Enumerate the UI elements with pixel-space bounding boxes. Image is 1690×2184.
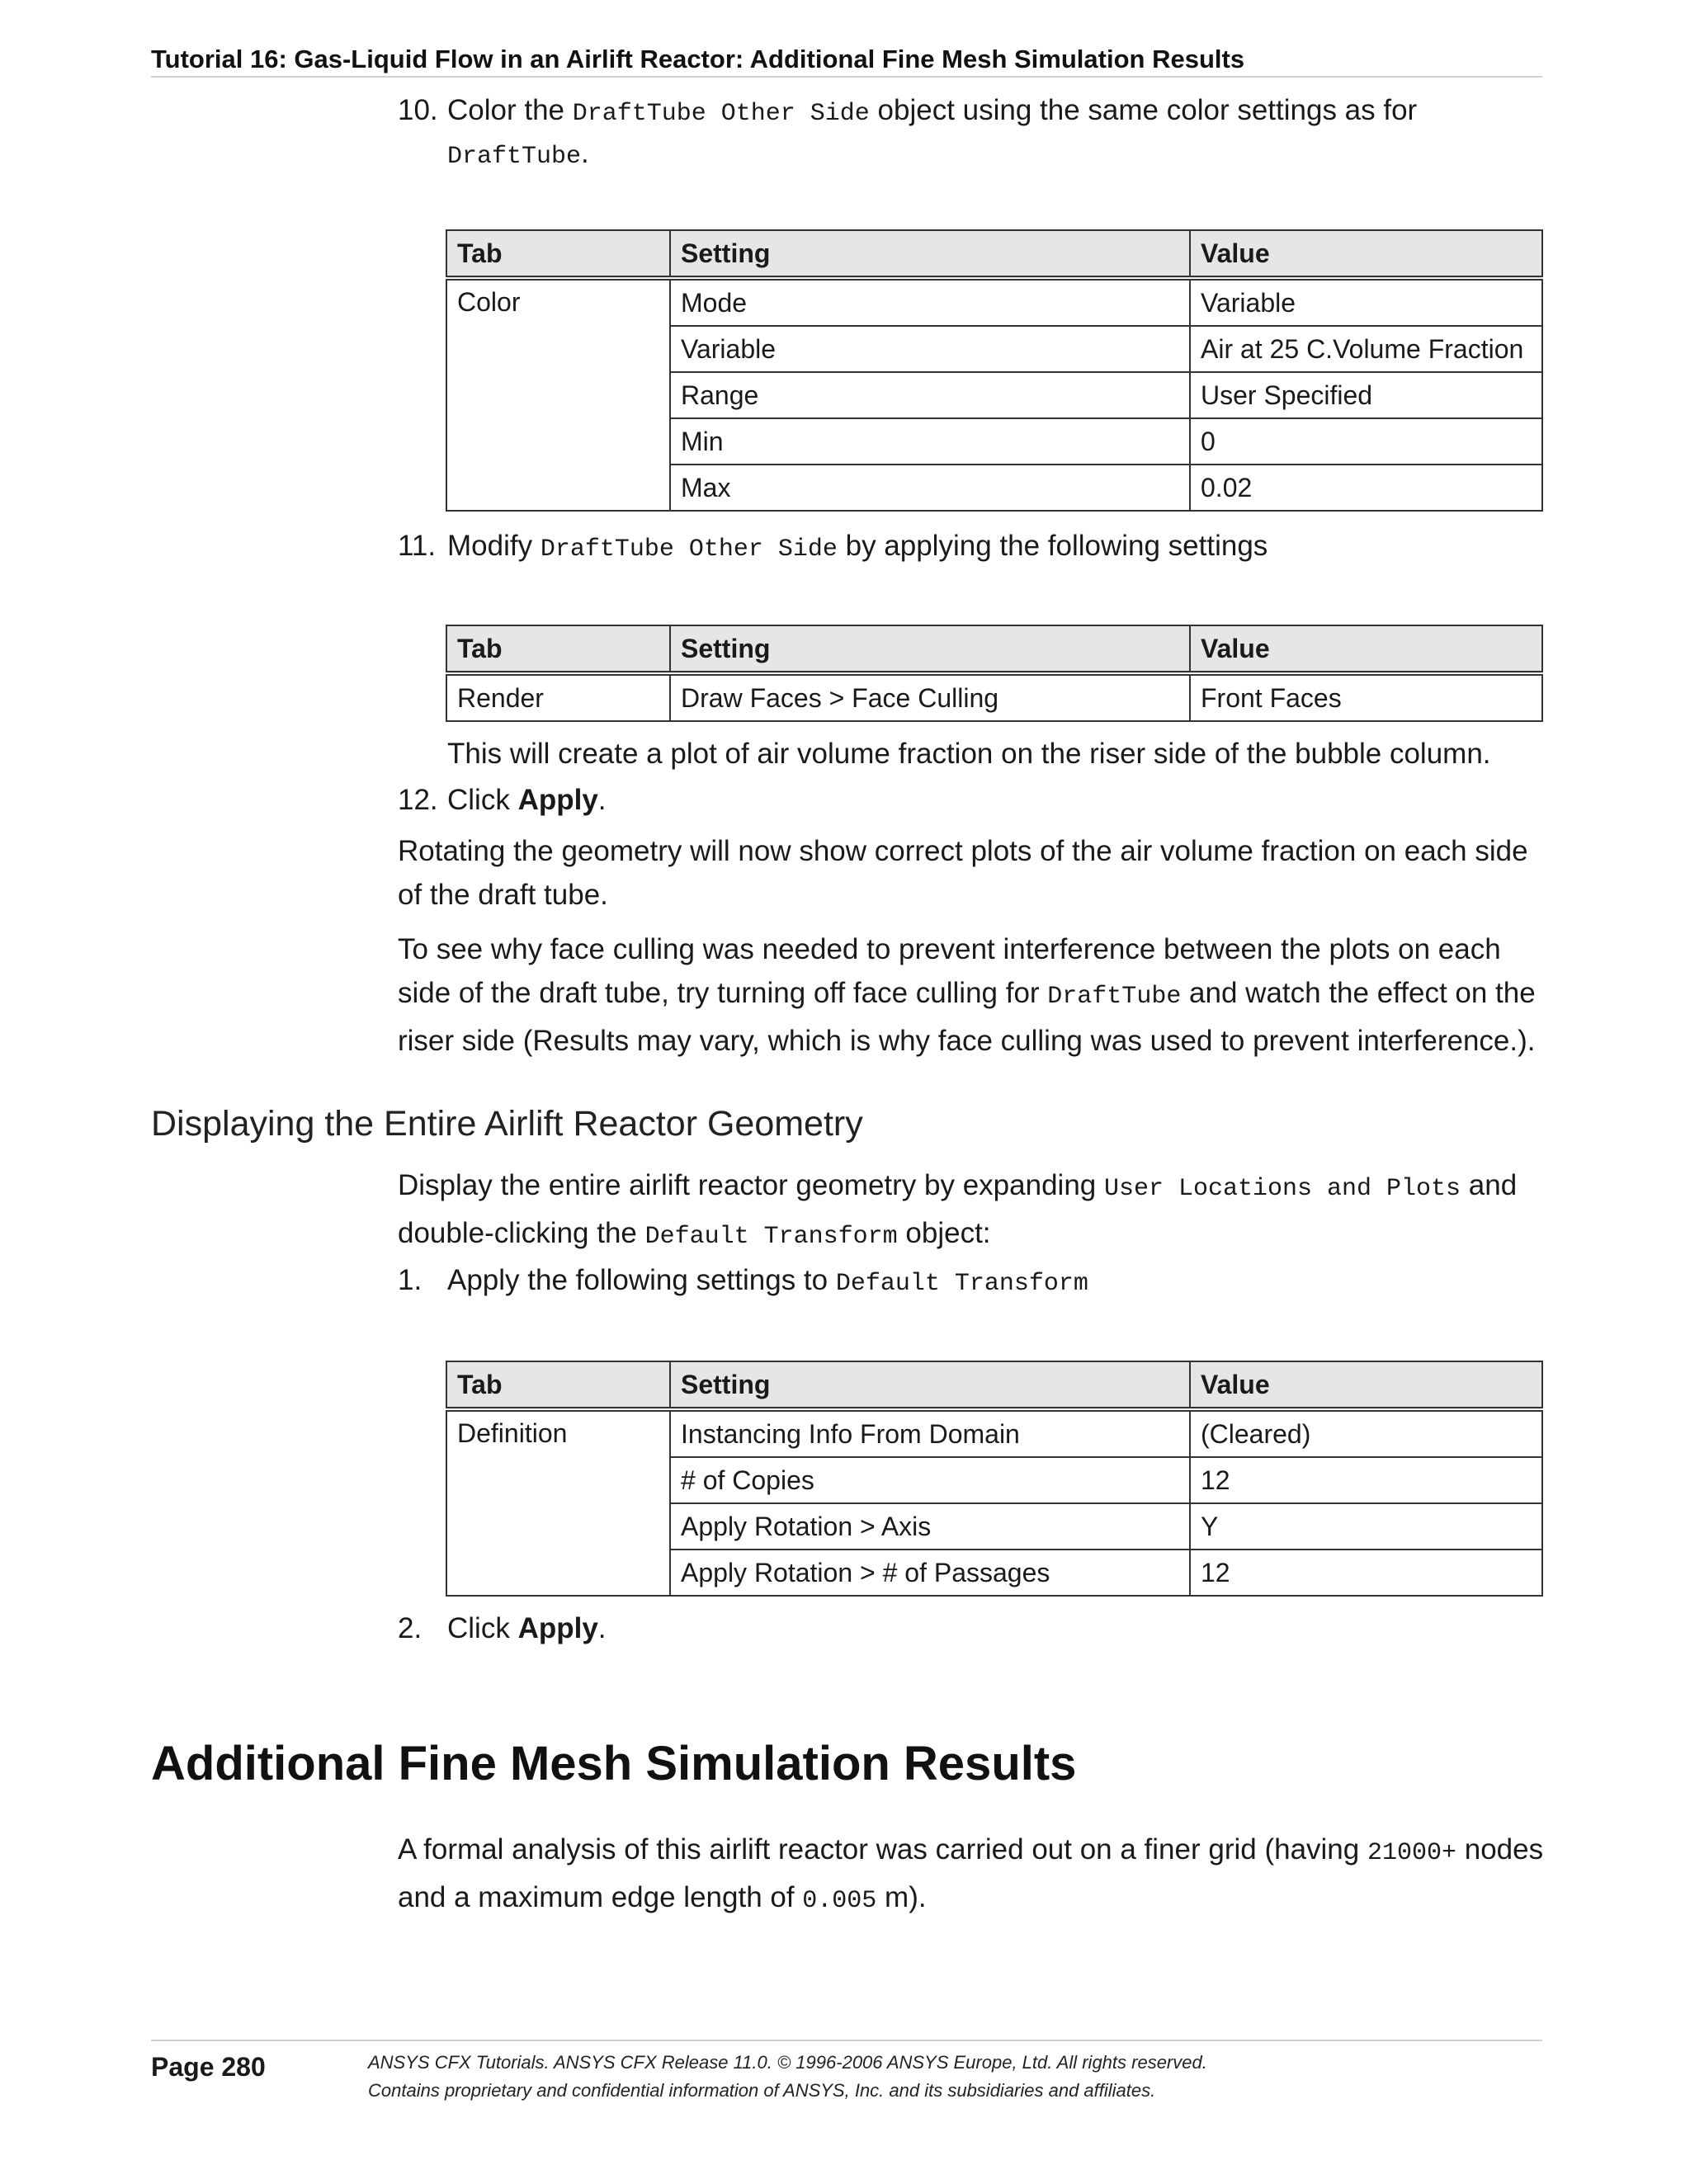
text-run: object using the same color settings as for xyxy=(869,94,1418,126)
paragraph-face-culling xyxy=(398,927,1545,1063)
value-cell: Variable xyxy=(1190,278,1542,326)
chapter-heading: Additional Fine Mesh Simulation Results xyxy=(151,1737,1077,1790)
step-text xyxy=(447,91,1537,177)
header-tab: Tab xyxy=(446,1361,670,1409)
tab-cell: Render xyxy=(446,673,670,721)
paragraph-rotating: Rotating the geometry will now show correct plots of the air volume fraction on each side of the draft tube. xyxy=(398,835,1528,911)
tab-cell: Definition xyxy=(446,1409,670,1596)
tab-cell: Color xyxy=(446,278,670,511)
header-tab: Tab xyxy=(446,230,670,278)
value-cell: User Specified xyxy=(1190,372,1542,418)
footer-copyright: ANSYS CFX Tutorials. ANSYS CFX Release 11.0. © 1996-2006 ANSYS Europe, Ltd. All rights reserved. xyxy=(368,2052,1207,2073)
setting-cell: Draw Faces > Face Culling xyxy=(670,673,1190,721)
header-setting: Setting xyxy=(670,625,1190,673)
value-cell: Y xyxy=(1190,1503,1542,1550)
text-run: Click xyxy=(447,1612,518,1644)
step-1 xyxy=(398,1261,1553,1302)
value-cell: Front Faces xyxy=(1190,673,1542,721)
value-cell: 12 xyxy=(1190,1550,1542,1596)
setting-cell: # of Copies xyxy=(670,1457,1190,1503)
step-10 xyxy=(398,91,1553,173)
setting-cell: Apply Rotation > # of Passages xyxy=(670,1550,1190,1596)
transform-settings-table xyxy=(446,1361,1543,1597)
paragraph-formal-analysis xyxy=(398,1828,1545,1923)
value-cell: Air at 25 C.Volume Fraction xyxy=(1190,326,1542,372)
setting-cell: Range xyxy=(670,372,1190,418)
table-header-row xyxy=(446,230,1542,278)
text-run: Apply the following settings to xyxy=(447,1264,836,1296)
code-value: 21000+ xyxy=(1367,1839,1456,1867)
text-run: nodes and a maximum edge length of xyxy=(398,1833,1544,1913)
text-run: Display the entire airlift reactor geometry by expanding xyxy=(398,1169,1104,1201)
step-11-note: This will create a plot of air volume fraction on the riser side of the bubble column. xyxy=(447,738,1491,770)
apply-label: Apply xyxy=(517,784,598,816)
step-text xyxy=(447,1609,1537,1649)
text-run: . xyxy=(597,1612,607,1644)
step-number: 12. xyxy=(398,784,438,816)
text-run: . xyxy=(597,784,607,816)
table-row xyxy=(446,278,1542,326)
code-object-name: Default Transform xyxy=(644,1223,898,1251)
table-row xyxy=(446,1409,1542,1457)
header-value: Value xyxy=(1190,1361,1542,1409)
header-setting: Setting xyxy=(670,230,1190,278)
text-run: Modify xyxy=(447,530,541,562)
code-object-name: DraftTube xyxy=(1047,983,1182,1011)
step-text xyxy=(447,526,1537,569)
code-object-name: DraftTube xyxy=(447,143,582,171)
text-run: by applying the following settings xyxy=(837,530,1268,562)
step-11 xyxy=(398,526,1553,568)
setting-cell: Apply Rotation > Axis xyxy=(670,1503,1190,1550)
text-run: and double-clicking the xyxy=(398,1169,1518,1249)
text-run: . xyxy=(581,137,589,169)
running-header: Tutorial 16: Gas-Liquid Flow in an Airlift Reactor: Additional Fine Mesh Simulation Results xyxy=(151,45,1245,73)
header-setting: Setting xyxy=(670,1361,1190,1409)
step-number: 11. xyxy=(398,530,437,562)
section-heading: Displaying the Entire Airlift Reactor Geometry xyxy=(151,1104,863,1144)
setting-cell: Max xyxy=(670,465,1190,511)
setting-cell: Min xyxy=(670,418,1190,465)
header-tab: Tab xyxy=(446,625,670,673)
apply-label: Apply xyxy=(517,1612,598,1644)
step-number: 2. xyxy=(398,1612,422,1644)
setting-cell: Variable xyxy=(670,326,1190,372)
code-object-name: Default Transform xyxy=(835,1270,1088,1298)
code-object-name: User Locations and Plots xyxy=(1103,1175,1461,1203)
header-value: Value xyxy=(1190,230,1542,278)
table-row xyxy=(446,673,1542,721)
page-number: Page 280 xyxy=(151,2052,266,2082)
footer-confidential: Contains proprietary and confidential information of ANSYS, Inc. and its subsidiaries and affiliates. xyxy=(368,2080,1156,2101)
code-object-name: DraftTube Other Side xyxy=(540,535,838,564)
render-settings-table xyxy=(446,625,1543,722)
step-number: 10. xyxy=(398,94,438,126)
code-object-name: DraftTube Other Side xyxy=(572,100,870,128)
setting-cell: Instancing Info From Domain xyxy=(670,1409,1190,1457)
header-value: Value xyxy=(1190,625,1542,673)
step-12 xyxy=(398,781,1553,822)
table-header-row xyxy=(446,1361,1542,1409)
table-header-row xyxy=(446,625,1542,673)
step-text xyxy=(447,781,1537,820)
paragraph-display xyxy=(398,1163,1545,1259)
step-number: 1. xyxy=(398,1264,422,1296)
code-value: 0.005 xyxy=(802,1887,877,1915)
step-text xyxy=(447,1261,1537,1304)
text-run: object: xyxy=(897,1217,991,1249)
footer-rule xyxy=(151,2040,1542,2041)
header-rule xyxy=(151,76,1542,78)
value-cell: 0.02 xyxy=(1190,465,1542,511)
setting-cell: Mode xyxy=(670,278,1190,326)
text-run: and watch the effect on the riser side (Results may vary, which is why face culling was used to prevent interference.). xyxy=(398,977,1536,1057)
color-settings-table xyxy=(446,229,1543,512)
text-run: m). xyxy=(876,1881,927,1913)
value-cell: 12 xyxy=(1190,1457,1542,1503)
text-run: Click xyxy=(447,784,518,816)
text-run: Color the xyxy=(447,94,573,126)
value-cell: (Cleared) xyxy=(1190,1409,1542,1457)
step-2 xyxy=(398,1609,1553,1650)
text-run: A formal analysis of this airlift reactor was carried out on a finer grid (having xyxy=(398,1833,1367,1866)
value-cell: 0 xyxy=(1190,418,1542,465)
text-run: To see why face culling was needed to prevent interference between the plots on each side of the draft tube, try turning off face culling for xyxy=(398,933,1501,1009)
